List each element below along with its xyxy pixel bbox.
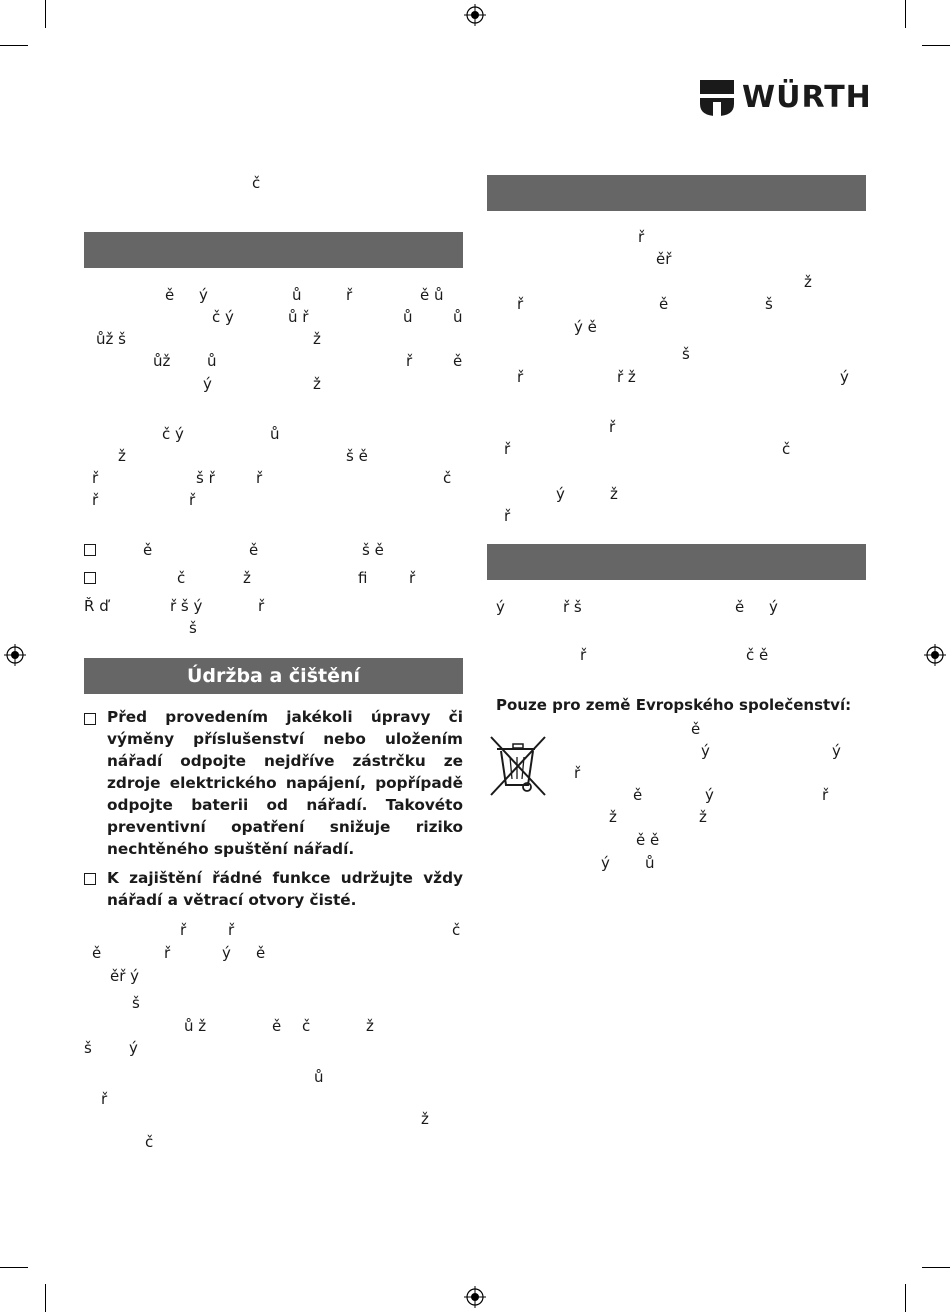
body-text-fragment: ěř ý	[110, 967, 140, 985]
body-text-fragment: č ý	[212, 308, 234, 326]
body-text-fragment: ů	[645, 854, 655, 872]
body-text-fragment: ř	[180, 921, 187, 939]
body-text-fragment: ů	[270, 425, 280, 443]
body-text-fragment: ů ž	[184, 1017, 207, 1035]
body-text-fragment: ř ž	[617, 368, 636, 386]
body-text-fragment: ž	[610, 485, 618, 503]
body-text-fragment: ž	[366, 1017, 374, 1035]
registration-mark-icon	[464, 4, 486, 26]
body-text-fragment: ř	[228, 921, 235, 939]
body-text-fragment: ý	[199, 286, 208, 304]
body-text-fragment: ř	[517, 368, 524, 386]
body-text-fragment: ů	[403, 308, 413, 326]
body-text-fragment: Ř ď	[84, 597, 109, 615]
body-text-fragment: š ř	[196, 469, 215, 487]
body-text-fragment: ř	[580, 646, 587, 664]
body-text-fragment: fi	[358, 569, 368, 587]
body-text-fragment: ů	[314, 1068, 324, 1086]
body-text-fragment: ý	[840, 368, 849, 386]
eu-heading: Pouze pro země Evropského společenství:	[496, 696, 852, 714]
body-text-fragment: ě	[256, 944, 266, 962]
body-text-fragment: ý	[601, 854, 610, 872]
crop-mark	[922, 1267, 950, 1268]
body-text-fragment: č ý	[162, 425, 184, 443]
body-text-fragment: ý	[556, 485, 565, 503]
body-text-fragment: ř	[638, 228, 645, 246]
crop-mark	[45, 0, 46, 28]
bullet-box	[84, 713, 96, 725]
weee-bin-icon	[489, 735, 547, 797]
body-text-fragment: š ě	[346, 447, 368, 465]
body-text-fragment: ř š ý	[170, 597, 203, 615]
body-text-fragment: š	[132, 994, 140, 1012]
body-text-fragment: ý	[769, 598, 778, 616]
logo-wordmark: WÜRTH	[742, 80, 872, 115]
body-text-fragment: ý	[705, 786, 714, 804]
body-text-fragment: ž	[609, 808, 617, 826]
maintenance-item: Před provedením jakékoli úpravy či výměny příslušenství nebo uložením nářadí odpojte nejdříve zástrčku ze zdroje elektrického napájení, popřípadě odpojte baterii od nářadí. Takovéto preventivní opatření snižuje riziko nechtěného spuštění nářadí.	[107, 708, 463, 858]
section-header-bar	[84, 658, 463, 694]
body-text-fragment: ř	[92, 469, 99, 487]
body-text-fragment: ř š	[563, 598, 582, 616]
body-text-fragment: ý	[496, 598, 505, 616]
body-text-fragment: ěř	[656, 250, 672, 268]
body-text-fragment: ý	[701, 742, 710, 760]
wurth-logo	[700, 80, 872, 116]
registration-mark-icon	[4, 644, 26, 666]
bullet-box	[84, 544, 96, 556]
section-header-bar	[487, 175, 866, 211]
body-text-fragment: č	[177, 569, 186, 587]
bullet-box	[84, 572, 96, 584]
body-text-fragment: ř	[517, 295, 524, 313]
crop-mark	[45, 1284, 46, 1312]
body-text-fragment: ý	[129, 1039, 138, 1057]
body-text-fragment: ř	[256, 469, 263, 487]
body-text-fragment: č	[302, 1017, 311, 1035]
body-text-fragment: ž	[313, 330, 321, 348]
body-text-fragment: š	[765, 295, 773, 313]
body-text-fragment: š	[84, 1039, 92, 1057]
body-text-fragment: ůž š	[96, 330, 126, 348]
section-header-bar	[84, 232, 463, 268]
body-text-fragment: ě	[633, 786, 643, 804]
body-text-fragment: ř	[258, 597, 265, 615]
body-text-fragment: č ě	[746, 646, 769, 664]
body-text-fragment: č	[782, 440, 791, 458]
body-text-fragment: ř	[504, 440, 511, 458]
body-text-fragment: ě	[272, 1017, 282, 1035]
body-text-fragment: ů	[453, 308, 463, 326]
body-text-fragment: č	[145, 1133, 154, 1151]
body-text-fragment: ř	[574, 764, 581, 782]
body-text-fragment: ř	[822, 786, 829, 804]
body-text-fragment: ř	[92, 491, 99, 509]
body-text-fragment: ů ř	[288, 308, 309, 326]
wurth-logo-icon	[700, 80, 734, 116]
crop-mark	[905, 1284, 906, 1312]
section-header-bar	[487, 544, 866, 580]
crop-mark	[0, 1267, 28, 1268]
crop-mark	[0, 45, 28, 46]
body-text-fragment: ř	[346, 286, 353, 304]
body-text-fragment: ř	[609, 418, 616, 436]
body-text-fragment: č	[452, 921, 461, 939]
body-text-fragment: ý ě	[574, 318, 597, 336]
crop-mark	[922, 45, 950, 46]
maintenance-item: K zajištění řádné funkce udržujte vždy nářadí a větrací otvory čisté.	[107, 869, 463, 909]
crop-mark	[905, 0, 906, 28]
body-text-fragment: ř	[409, 569, 416, 587]
body-text-fragment: ý	[832, 742, 841, 760]
body-text-fragment: ě	[249, 541, 259, 559]
body-text-fragment: ř	[504, 507, 511, 525]
body-text-fragment: č	[443, 469, 452, 487]
body-text-fragment: ě ů	[420, 286, 444, 304]
body-text-fragment: š	[682, 345, 690, 363]
body-text-fragment: ě	[659, 295, 669, 313]
registration-mark-icon	[924, 644, 946, 666]
body-text-fragment: ž	[118, 447, 126, 465]
body-text-fragment: ě	[735, 598, 745, 616]
body-text-fragment: ý	[222, 944, 231, 962]
body-text-fragment: ž	[804, 273, 812, 291]
section-title: Údržba a čištění	[186, 665, 361, 687]
registration-mark-icon	[464, 1286, 486, 1308]
body-text-fragment: ůž	[153, 352, 171, 370]
body-text-fragment: č	[252, 174, 261, 192]
body-text-fragment: ě	[143, 541, 153, 559]
body-text-fragment: ě	[691, 720, 701, 738]
body-text-fragment: ů	[292, 286, 302, 304]
body-text-fragment: ě	[453, 352, 463, 370]
body-text-fragment: š	[189, 619, 197, 637]
body-text-fragment: ě	[92, 944, 102, 962]
body-text-fragment: ř	[164, 944, 171, 962]
body-text-fragment: ů	[207, 352, 217, 370]
body-text-fragment: ř	[101, 1090, 108, 1108]
body-text-fragment: ž	[421, 1110, 429, 1128]
body-text-fragment: š ě	[362, 541, 384, 559]
body-text-fragment: ž	[243, 569, 251, 587]
bullet-box	[84, 873, 96, 885]
body-text-fragment: ř	[189, 491, 196, 509]
body-text-fragment: ř	[406, 352, 413, 370]
body-text-fragment: ý	[203, 375, 212, 393]
body-text-fragment: ě ě	[636, 831, 660, 849]
body-text-fragment: ž	[313, 375, 321, 393]
body-text-fragment: ě	[165, 286, 175, 304]
body-text-fragment: ž	[699, 808, 707, 826]
